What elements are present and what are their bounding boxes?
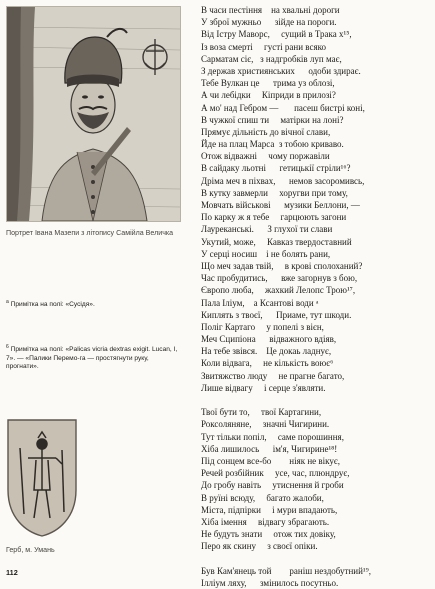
poem-line: Укутий, може, Кавказ твердоставний: [201, 236, 352, 247]
poem-line: Не будуть знати отож тих довіку,: [201, 529, 336, 540]
poem-line: Коли відвага, не кількість воює⁶: [201, 358, 334, 369]
poem-line: А мо' над Гебром — пасеш бистрі коні,: [201, 102, 365, 113]
poem-line: Мовчать військові музики Беллони, —: [201, 200, 360, 210]
poem-line: Із воза смерті густі рани всяко: [201, 41, 327, 52]
poem-line: Ілліум ляху, змінилось посутньо.: [201, 577, 339, 588]
poem-line: В кутку завмерли хоругви при тому,: [201, 187, 348, 198]
poem-line: Хіба імення відвагу збрагають.: [201, 516, 330, 527]
poem-line: Звитяжство люду не прагне багато,: [201, 370, 345, 381]
portrait-caption: Портрет Івана Мазепи з літопису Самійла Величка: [6, 229, 174, 237]
poem-line: Киплять з твоєї, Приаме, тут шкоди.: [201, 309, 352, 320]
poem-line: Міста, підпірки і мури впадають,: [201, 504, 338, 515]
footnote-mark: a: [6, 299, 9, 305]
poem-line: Час пробудитись, вже загорнув з бою,: [201, 273, 358, 284]
stanza-break: [201, 394, 433, 406]
poem-line: Меч Сципіона відважного вдіяв,: [201, 334, 337, 345]
poem-line: У серці носиш і не болять рани,: [201, 248, 331, 259]
poem-line: Лише відвагу і серце з'являти.: [201, 382, 326, 393]
poem-line: Отож відважні чому поржавіли: [201, 151, 330, 162]
poem-line: Роксоляняне, значні Чигирини.: [201, 419, 330, 430]
poem-line: Йде на плац Марса з тобою криваво.: [201, 139, 344, 150]
poem-line: Перо як скину з своєї опіки.: [201, 541, 318, 552]
poem-line: Європо люба, жахкий Лелопс Трою¹⁷,: [201, 285, 356, 296]
poem-line: В сайдаку льотні гетицькії стріли¹⁶?: [201, 163, 351, 174]
poem-line: По карку ж я тебе гарцюють загони: [201, 212, 347, 223]
poem-line: Від Істру Маворс, сущий в Трака х¹⁵,: [201, 29, 352, 40]
poem-line: Прямує дільність до вічної слави,: [201, 126, 331, 137]
poem-line: В часи пестіння на хвальні дороги: [201, 5, 340, 15]
poem-line: Тут тільки попіл, саме порошиння,: [201, 431, 344, 442]
portrait-illustration: [6, 6, 181, 222]
poem-line: В чужкої спиш ти матірки на лоні?: [201, 114, 344, 125]
poem-line: Дріма меч в піхвах, немов засоромивсь,: [201, 175, 365, 186]
poem-line: Під сонцем все-бо ніяк не вікує,: [201, 455, 341, 466]
footnote-a: [6, 298, 182, 310]
page-number: 112: [6, 568, 18, 577]
footnote-6: [6, 343, 182, 372]
cossack-shield-image: [6, 418, 78, 538]
coat-of-arms-caption: Герб, м. Умань: [6, 546, 55, 554]
poem-line: З держав християнських одоби здирає.: [201, 65, 361, 76]
poem-line: Сарматам сіє, з надгробків луп має,: [201, 53, 342, 64]
poem-line: Речей розбійник усе, час, плюндрує,: [201, 468, 350, 479]
footnote-mark: 6: [6, 344, 9, 350]
poem-line: Хіба лишилось ім'я, Чигирине¹⁸!: [201, 443, 338, 454]
poem-line: В руїні всюду, багато жалоби,: [201, 492, 324, 503]
poem-line: А чи лебідки Кіприди в прилозі?: [201, 90, 336, 101]
poem-line: Поліг Картаго у попелі з вієн,: [201, 321, 324, 332]
poem-line: До гробу навіть утиснення й гроби: [201, 480, 344, 491]
coat-of-arms-illustration: [6, 418, 78, 538]
poem-line: На тебе звівся. Це докаь ладнує,: [201, 346, 332, 357]
engraved-portrait-image: [7, 7, 180, 221]
poem-line: Твої бути то, твої Картагини,: [201, 407, 322, 418]
footnote-text: Примітка на полі: «Сусідя».: [10, 301, 95, 309]
poem-line: Був Кам'янець той раніш нездобутний¹⁹,: [201, 565, 371, 576]
poem-line: Пала Іліум, а Ксантові води ᵃ: [201, 297, 319, 308]
poem-line: Що меч задав твій, в крові сполоханий?: [201, 260, 363, 271]
poem-text: [201, 4, 433, 589]
poem-line: У зброї мужньо зійде на пороги.: [201, 17, 337, 28]
poem-line: Лауреканські. З глухої ти слави: [201, 224, 333, 235]
stanza-break: [201, 552, 433, 564]
footnote-text: Примітка на полі: «Palicas vicria dextras exigit. Lucan, I, 7». — «Палики Перемо-га — простягнути руку, прогнати».: [6, 346, 178, 371]
poem-line: Тебе Вулкан це трима уз облозі,: [201, 78, 335, 89]
